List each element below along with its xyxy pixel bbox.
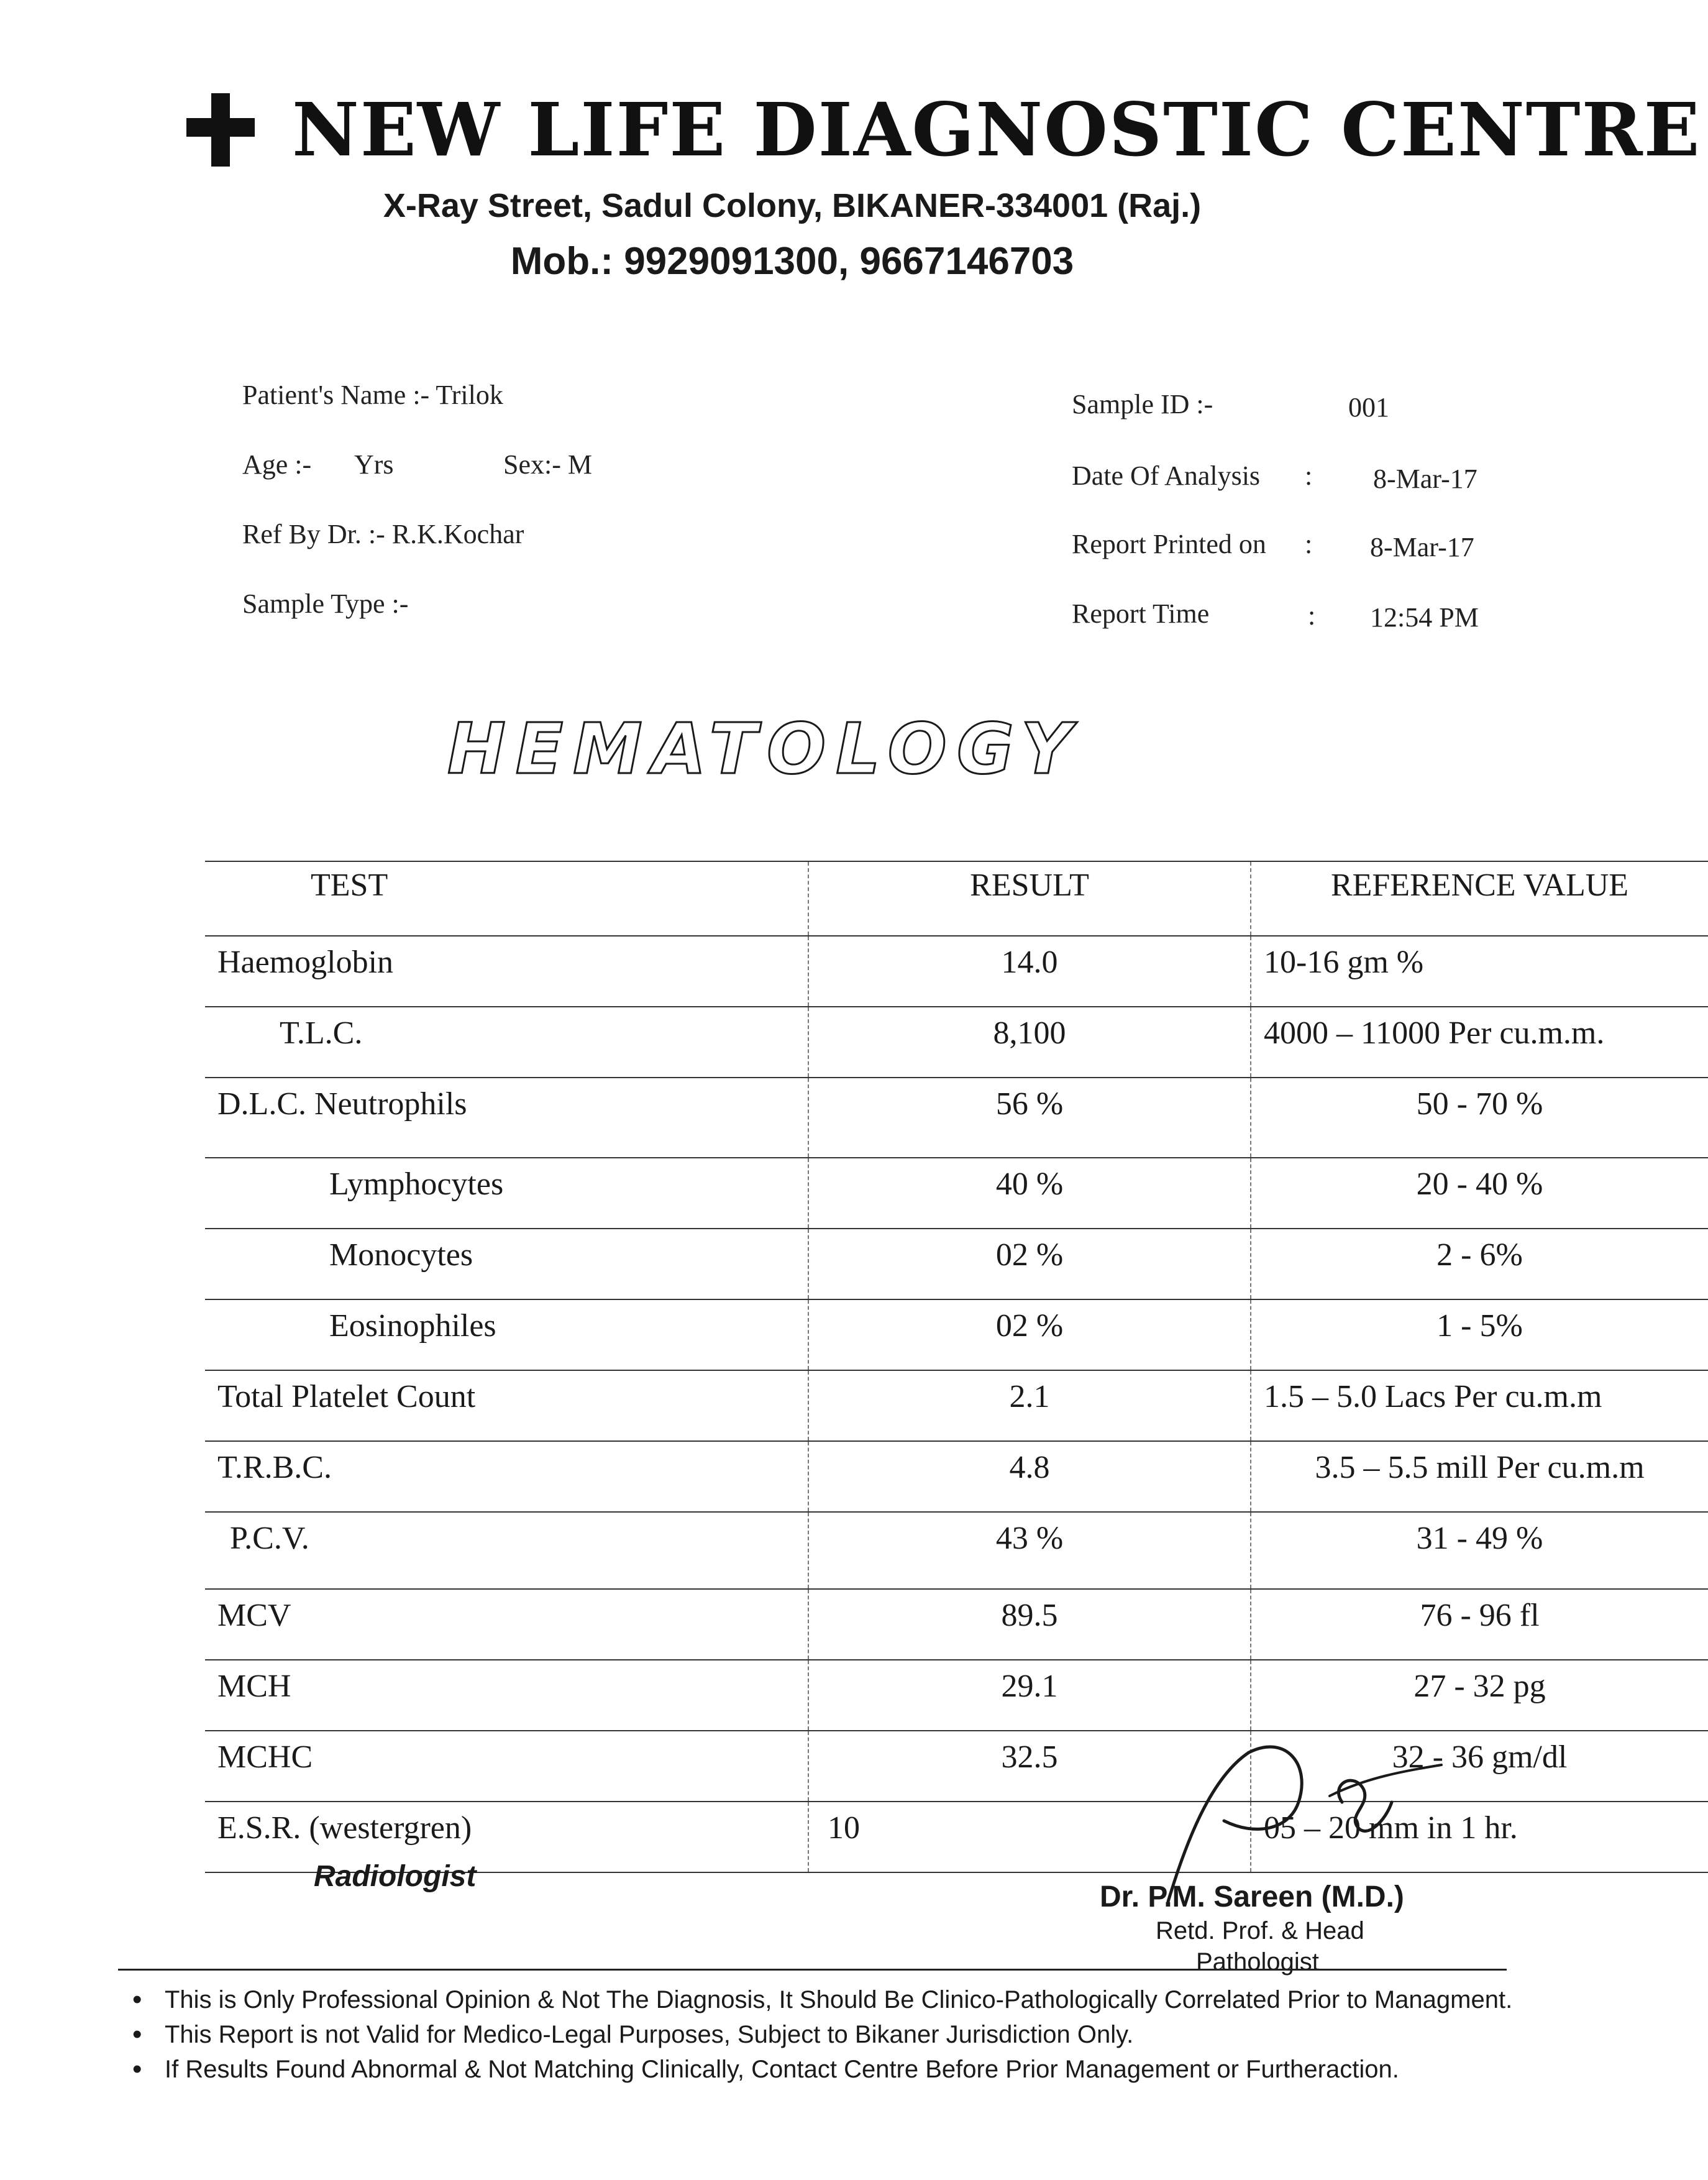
test-name: MCHC [205,1731,808,1802]
disclaimer-item: • This Report is not Valid for Medico-Legal Purposes, Subject to Bikaner Jurisdiction Only. [127,2017,1519,2052]
test-reference: 4000 – 11000 Per cu.m.m. [1251,1007,1708,1078]
test-name: Monocytes [205,1229,808,1299]
patient-age-value: Yrs [354,449,394,480]
printed-date-label: Report Printed on [1072,529,1266,559]
header-reference-value: REFERENCE VALUE [1251,861,1708,936]
sample-id-value: 001 [1348,392,1389,423]
disclaimer-item: • If Results Found Abnormal & Not Matching Clinically, Contact Centre Before Prior Management or Furtheraction. [127,2052,1519,2087]
centre-phones: Mob.: 9929091300, 9667146703 [510,240,1074,283]
colon-separator: : [1305,460,1313,491]
test-result: 02 % [808,1229,1251,1299]
report-time-label: Report Time [1072,598,1210,629]
patient-name [242,379,503,411]
test-name: MCH [205,1660,808,1731]
test-result: 56 % [808,1078,1251,1158]
patient-age-label: Age :- [242,449,312,480]
test-reference: 76 - 96 fl [1251,1589,1708,1660]
footer-divider [118,1969,1507,1971]
table-row [205,1731,1708,1802]
test-reference: 27 - 32 pg [1251,1660,1708,1731]
test-reference: 1.5 – 5.0 Lacs Per cu.m.m [1251,1370,1708,1441]
test-name: E.S.R. (westergren) [205,1802,808,1872]
test-result: 32.5 [808,1731,1251,1802]
test-name: T.L.C. [205,1007,808,1078]
test-reference: 05 – 20 mm in 1 hr. [1251,1802,1708,1872]
test-result: 8,100 [808,1007,1251,1078]
patient-sex-label: Sex:- [503,449,561,480]
header-test: TEST [205,861,808,936]
centre-name: NEW LIFE DIAGNOSTIC CENTRE [292,86,1701,173]
test-reference: 32 - 36 gm/dl [1251,1731,1708,1802]
patient-sex-value: M [567,449,593,480]
test-reference: 31 - 49 % [1251,1512,1708,1589]
patient-name-value: Trilok [436,380,503,410]
test-name: MCV [205,1589,808,1660]
centre-address: X-Ray Street, Sadul Colony, BIKANER-334001 (Raj.) [383,187,1202,224]
doctor-title: Retd. Prof. & Head [1156,1917,1364,1944]
printed-date-value: 8-Mar-17 [1370,532,1474,562]
section-title: HEMATOLOGY [447,709,1082,790]
test-result: 02 % [808,1299,1251,1370]
patient-sex [503,449,592,480]
medical-cross-icon [186,93,255,167]
test-reference: 20 - 40 % [1251,1158,1708,1229]
table-row [205,936,1708,1007]
table-row [205,1078,1708,1158]
test-reference: 50 - 70 % [1251,1078,1708,1158]
ref-value: R.K.Kochar [391,519,524,549]
sample-id-label: Sample ID :- [1072,389,1213,419]
test-result: 89.5 [808,1589,1251,1660]
test-result: 40 % [808,1158,1251,1229]
table-row [205,1158,1708,1229]
table-header-row [205,861,1708,936]
colon-separator: : [1305,529,1313,559]
test-name: Eosinophiles [205,1299,808,1370]
table-row [205,1299,1708,1370]
test-result: 14.0 [808,936,1251,1007]
disclaimer-item: • This is Only Professional Opinion & Not The Diagnosis, It Should Be Clinico-Pathologically Correlated Prior to Managment. [127,1982,1519,2017]
results-table [205,861,1645,1873]
report-time-value: 12:54 PM [1370,602,1479,633]
test-reference: 2 - 6% [1251,1229,1708,1299]
test-reference: 1 - 5% [1251,1299,1708,1370]
sample-type-label: Sample Type :- [242,589,409,619]
doctor-role: Pathologist [1196,1948,1319,1976]
test-reference: 3.5 – 5.5 mill Per cu.m.m [1251,1441,1708,1512]
ref-label: Ref By Dr. :- [242,519,385,549]
table-row [205,1229,1708,1299]
table-row [205,1512,1708,1589]
table-row [205,1007,1708,1078]
header-result: RESULT [808,861,1251,936]
analysis-date-label: Date Of Analysis [1072,460,1261,491]
disclaimer-list [127,1982,1519,2087]
test-reference: 10-16 gm % [1251,936,1708,1007]
table-row [205,1441,1708,1512]
test-name: Haemoglobin [205,936,808,1007]
test-result: 2.1 [808,1370,1251,1441]
test-result: 10 [808,1802,1251,1872]
table-row [205,1660,1708,1731]
colon-separator: : [1308,600,1316,631]
test-name: D.L.C. Neutrophils [205,1078,808,1158]
patient-name-label: Patient's Name :- [242,380,430,410]
test-result: 29.1 [808,1660,1251,1731]
test-name: Total Platelet Count [205,1370,808,1441]
analysis-date-value: 8-Mar-17 [1373,464,1477,494]
radiologist-label: Radiologist [314,1860,477,1893]
test-name: Lymphocytes [205,1158,808,1229]
table-row [205,1589,1708,1660]
test-result: 43 % [808,1512,1251,1589]
table-row [205,1370,1708,1441]
test-result: 4.8 [808,1441,1251,1512]
doctor-name: Dr. P.M. Sareen (M.D.) [1100,1880,1404,1913]
test-name: P.C.V. [205,1512,808,1589]
referring-doctor [242,518,524,550]
test-name: T.R.B.C. [205,1441,808,1512]
